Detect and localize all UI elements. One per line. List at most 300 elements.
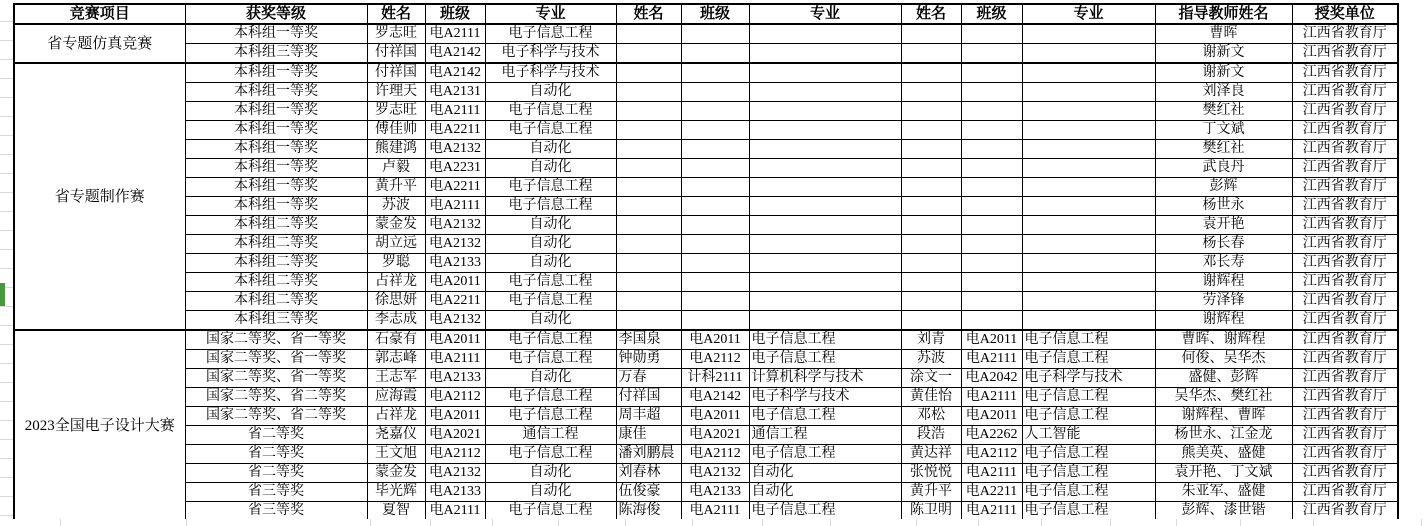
member1-class-cell[interactable]: 电A2142 (425, 44, 485, 64)
member3-class-cell[interactable]: 电A2112 (961, 445, 1022, 464)
member1-major-cell[interactable]: 自动化 (485, 311, 616, 331)
member2-major-cell[interactable]: 电子信息工程 (749, 350, 901, 369)
member1-name-cell[interactable]: 卢毅 (367, 159, 425, 178)
member3-class-cell[interactable] (961, 197, 1022, 216)
member3-class-cell[interactable] (961, 178, 1022, 197)
member3-name-cell[interactable] (901, 197, 961, 216)
member2-class-cell[interactable] (681, 235, 749, 254)
member2-name-cell[interactable] (616, 102, 681, 121)
member1-name-cell[interactable]: 占祥龙 (367, 273, 425, 292)
advisors-cell[interactable]: 杨长春 (1155, 235, 1292, 254)
member1-major-cell[interactable]: 自动化 (485, 464, 616, 483)
member1-major-cell[interactable]: 电子信息工程 (485, 502, 616, 522)
member2-class-cell[interactable] (681, 140, 749, 159)
advisors-cell[interactable]: 曹晖、谢辉程 (1155, 330, 1292, 350)
member2-class-cell[interactable]: 计科2111 (681, 369, 749, 388)
member1-class-cell[interactable]: 电A2111 (425, 24, 485, 44)
member1-name-cell[interactable]: 罗聪 (367, 254, 425, 273)
member3-major-cell[interactable] (1022, 311, 1155, 331)
award-unit-cell[interactable]: 江西省教育厅 (1292, 445, 1398, 464)
member2-major-cell[interactable]: 电子信息工程 (749, 330, 901, 350)
member2-name-cell[interactable]: 潘刘鹏晨 (616, 445, 681, 464)
member2-major-cell[interactable] (749, 121, 901, 140)
member3-class-cell[interactable]: 电A2042 (961, 369, 1022, 388)
member2-class-cell[interactable]: 电A2132 (681, 464, 749, 483)
member1-class-cell[interactable]: 电A2211 (425, 178, 485, 197)
member2-class-cell[interactable] (681, 273, 749, 292)
award-unit-cell[interactable]: 江西省教育厅 (1292, 83, 1398, 102)
member1-class-cell[interactable]: 电A2132 (425, 464, 485, 483)
member3-name-cell[interactable] (901, 311, 961, 331)
advisors-cell[interactable]: 谢新文 (1155, 63, 1292, 83)
award-unit-cell[interactable]: 江西省教育厅 (1292, 292, 1398, 311)
member2-name-cell[interactable] (616, 311, 681, 331)
member1-class-cell[interactable]: 电A2011 (425, 273, 485, 292)
member3-class-cell[interactable] (961, 159, 1022, 178)
member1-class-cell[interactable]: 电A2111 (425, 350, 485, 369)
advisors-cell[interactable]: 樊红社 (1155, 102, 1292, 121)
member3-class-cell[interactable] (961, 216, 1022, 235)
member1-name-cell[interactable]: 李志成 (367, 311, 425, 331)
member3-name-cell[interactable]: 陈卫明 (901, 502, 961, 522)
member2-name-cell[interactable]: 陈海俊 (616, 502, 681, 522)
advisors-cell[interactable]: 谢辉程 (1155, 273, 1292, 292)
award-level-cell[interactable]: 本科组二等奖 (185, 254, 367, 273)
advisors-cell[interactable]: 谢辉程、曹晖 (1155, 407, 1292, 426)
member2-major-cell[interactable] (749, 102, 901, 121)
award-unit-cell[interactable]: 江西省教育厅 (1292, 330, 1398, 350)
member2-class-cell[interactable]: 电A2133 (681, 483, 749, 502)
member1-class-cell[interactable]: 电A2011 (425, 407, 485, 426)
member1-name-cell[interactable]: 应海霞 (367, 388, 425, 407)
member2-major-cell[interactable]: 通信工程 (749, 426, 901, 445)
member2-name-cell[interactable] (616, 63, 681, 83)
advisors-cell[interactable]: 朱亚军、盛健 (1155, 483, 1292, 502)
col-header-major-3[interactable]: 专业 (1022, 4, 1155, 24)
member2-class-cell[interactable]: 电A2112 (681, 445, 749, 464)
member3-class-cell[interactable]: 电A2111 (961, 350, 1022, 369)
member2-name-cell[interactable] (616, 273, 681, 292)
advisors-cell[interactable]: 袁开艳 (1155, 216, 1292, 235)
member3-class-cell[interactable] (961, 83, 1022, 102)
advisors-cell[interactable]: 谢辉程 (1155, 311, 1292, 331)
member3-major-cell[interactable] (1022, 216, 1155, 235)
member3-name-cell[interactable]: 涂文一 (901, 369, 961, 388)
col-header-name-3[interactable]: 姓名 (901, 4, 961, 24)
member2-name-cell[interactable] (616, 159, 681, 178)
col-header-award-level[interactable]: 获奖等级 (185, 4, 367, 24)
member3-major-cell[interactable] (1022, 273, 1155, 292)
member3-name-cell[interactable] (901, 83, 961, 102)
member3-major-cell[interactable] (1022, 292, 1155, 311)
member2-class-cell[interactable] (681, 178, 749, 197)
member3-class-cell[interactable] (961, 24, 1022, 44)
member1-class-cell[interactable]: 电A2132 (425, 216, 485, 235)
member3-major-cell[interactable] (1022, 254, 1155, 273)
award-level-cell[interactable]: 国家二等奖、省一等奖 (185, 330, 367, 350)
member3-major-cell[interactable]: 电子信息工程 (1022, 445, 1155, 464)
member3-name-cell[interactable] (901, 102, 961, 121)
advisors-cell[interactable]: 袁开艳、丁文斌 (1155, 464, 1292, 483)
member2-name-cell[interactable]: 刘春林 (616, 464, 681, 483)
member3-name-cell[interactable] (901, 235, 961, 254)
member2-major-cell[interactable] (749, 216, 901, 235)
award-unit-cell[interactable]: 江西省教育厅 (1292, 235, 1398, 254)
member2-class-cell[interactable]: 电A2112 (681, 350, 749, 369)
member3-major-cell[interactable] (1022, 235, 1155, 254)
member2-name-cell[interactable] (616, 44, 681, 64)
member3-major-cell[interactable]: 电子信息工程 (1022, 464, 1155, 483)
member1-major-cell[interactable]: 电子信息工程 (485, 445, 616, 464)
member2-major-cell[interactable] (749, 159, 901, 178)
award-level-cell[interactable]: 本科组二等奖 (185, 292, 367, 311)
member1-name-cell[interactable]: 许理天 (367, 83, 425, 102)
award-level-cell[interactable]: 省二等奖 (185, 445, 367, 464)
member1-class-cell[interactable]: 电A2112 (425, 445, 485, 464)
member3-class-cell[interactable] (961, 254, 1022, 273)
member3-class-cell[interactable]: 电A2262 (961, 426, 1022, 445)
member1-name-cell[interactable]: 黄升平 (367, 178, 425, 197)
col-header-class-3[interactable]: 班级 (961, 4, 1022, 24)
member2-major-cell[interactable]: 计算机科学与技术 (749, 369, 901, 388)
award-unit-cell[interactable]: 江西省教育厅 (1292, 121, 1398, 140)
member2-name-cell[interactable]: 付祥国 (616, 388, 681, 407)
award-unit-cell[interactable]: 江西省教育厅 (1292, 216, 1398, 235)
member2-class-cell[interactable]: 电A2021 (681, 426, 749, 445)
member1-class-cell[interactable]: 电A2211 (425, 121, 485, 140)
member2-class-cell[interactable] (681, 292, 749, 311)
member1-major-cell[interactable]: 自动化 (485, 83, 616, 102)
member2-name-cell[interactable] (616, 178, 681, 197)
member3-class-cell[interactable]: 电A2111 (961, 388, 1022, 407)
member3-name-cell[interactable]: 黄佳怡 (901, 388, 961, 407)
member1-name-cell[interactable]: 蒙金发 (367, 464, 425, 483)
member3-name-cell[interactable]: 刘青 (901, 330, 961, 350)
member2-class-cell[interactable] (681, 311, 749, 331)
award-level-cell[interactable]: 省二等奖 (185, 464, 367, 483)
member1-major-cell[interactable]: 自动化 (485, 483, 616, 502)
member1-name-cell[interactable]: 郭志峰 (367, 350, 425, 369)
member3-major-cell[interactable] (1022, 24, 1155, 44)
award-unit-cell[interactable]: 江西省教育厅 (1292, 388, 1398, 407)
member2-major-cell[interactable]: 自动化 (749, 483, 901, 502)
member3-major-cell[interactable]: 电子信息工程 (1022, 350, 1155, 369)
member2-name-cell[interactable] (616, 216, 681, 235)
member3-major-cell[interactable]: 电子信息工程 (1022, 407, 1155, 426)
member2-class-cell[interactable] (681, 63, 749, 83)
member1-major-cell[interactable]: 自动化 (485, 235, 616, 254)
award-level-cell[interactable]: 本科组一等奖 (185, 102, 367, 121)
member2-class-cell[interactable] (681, 24, 749, 44)
award-level-cell[interactable]: 省三等奖 (185, 502, 367, 522)
member2-major-cell[interactable] (749, 197, 901, 216)
member3-class-cell[interactable]: 电A2111 (961, 502, 1022, 522)
advisors-cell[interactable]: 熊美英、盛健 (1155, 445, 1292, 464)
member1-name-cell[interactable]: 石豪有 (367, 330, 425, 350)
member2-class-cell[interactable]: 电A2011 (681, 330, 749, 350)
member1-name-cell[interactable]: 付祥国 (367, 63, 425, 83)
member1-major-cell[interactable]: 电子信息工程 (485, 24, 616, 44)
project-cell[interactable]: 省专题仿真竞赛 (14, 24, 185, 63)
member2-name-cell[interactable] (616, 24, 681, 44)
award-level-cell[interactable]: 国家二等奖、省一等奖 (185, 350, 367, 369)
member3-name-cell[interactable]: 段浩 (901, 426, 961, 445)
award-level-cell[interactable]: 省二等奖 (185, 426, 367, 445)
member1-major-cell[interactable]: 自动化 (485, 216, 616, 235)
member1-major-cell[interactable]: 自动化 (485, 254, 616, 273)
member2-major-cell[interactable] (749, 178, 901, 197)
award-unit-cell[interactable]: 江西省教育厅 (1292, 369, 1398, 388)
member2-name-cell[interactable]: 周丰超 (616, 407, 681, 426)
member1-class-cell[interactable]: 电A2131 (425, 83, 485, 102)
award-level-cell[interactable]: 国家二等奖、省二等奖 (185, 388, 367, 407)
member1-class-cell[interactable]: 电A2133 (425, 254, 485, 273)
member1-name-cell[interactable]: 苏波 (367, 197, 425, 216)
advisors-cell[interactable]: 盛健、彭辉 (1155, 369, 1292, 388)
member2-name-cell[interactable] (616, 235, 681, 254)
member1-class-cell[interactable]: 电A2111 (425, 102, 485, 121)
member1-major-cell[interactable]: 电子科学与技术 (485, 44, 616, 64)
member2-major-cell[interactable] (749, 83, 901, 102)
member1-major-cell[interactable]: 通信工程 (485, 426, 616, 445)
member1-name-cell[interactable]: 毕光辉 (367, 483, 425, 502)
member2-major-cell[interactable] (749, 63, 901, 83)
award-unit-cell[interactable]: 江西省教育厅 (1292, 197, 1398, 216)
advisors-cell[interactable]: 武良丹 (1155, 159, 1292, 178)
col-header-major-1[interactable]: 专业 (485, 4, 616, 24)
member1-class-cell[interactable]: 电A2132 (425, 311, 485, 331)
member3-name-cell[interactable] (901, 121, 961, 140)
award-level-cell[interactable]: 本科组二等奖 (185, 235, 367, 254)
member3-name-cell[interactable]: 邓松 (901, 407, 961, 426)
member1-name-cell[interactable]: 傅佳帅 (367, 121, 425, 140)
member1-class-cell[interactable]: 电A2133 (425, 483, 485, 502)
col-header-award-unit[interactable]: 授奖单位 (1292, 4, 1398, 24)
member1-class-cell[interactable]: 电A2111 (425, 502, 485, 522)
award-level-cell[interactable]: 本科组一等奖 (185, 63, 367, 83)
advisors-cell[interactable]: 劳泽锋 (1155, 292, 1292, 311)
member2-class-cell[interactable]: 电A2142 (681, 388, 749, 407)
award-unit-cell[interactable]: 江西省教育厅 (1292, 311, 1398, 331)
member1-major-cell[interactable]: 自动化 (485, 140, 616, 159)
member2-class-cell[interactable] (681, 102, 749, 121)
member3-name-cell[interactable]: 苏波 (901, 350, 961, 369)
member1-major-cell[interactable]: 自动化 (485, 159, 616, 178)
member1-name-cell[interactable]: 徐思妍 (367, 292, 425, 311)
member1-name-cell[interactable]: 王志军 (367, 369, 425, 388)
member1-class-cell[interactable]: 电A2132 (425, 235, 485, 254)
member1-major-cell[interactable]: 电子信息工程 (485, 273, 616, 292)
award-level-cell[interactable]: 本科组二等奖 (185, 273, 367, 292)
advisors-cell[interactable]: 邓长寿 (1155, 254, 1292, 273)
award-unit-cell[interactable]: 江西省教育厅 (1292, 102, 1398, 121)
member1-major-cell[interactable]: 电子信息工程 (485, 121, 616, 140)
col-header-name-1[interactable]: 姓名 (367, 4, 425, 24)
award-unit-cell[interactable]: 江西省教育厅 (1292, 426, 1398, 445)
member2-class-cell[interactable]: 电A2111 (681, 502, 749, 522)
member2-major-cell[interactable]: 电子信息工程 (749, 502, 901, 522)
project-cell[interactable]: 省专题制作赛 (14, 63, 185, 330)
member1-name-cell[interactable]: 王文旭 (367, 445, 425, 464)
member3-class-cell[interactable]: 电A2011 (961, 407, 1022, 426)
member3-class-cell[interactable] (961, 235, 1022, 254)
member2-name-cell[interactable] (616, 292, 681, 311)
member1-class-cell[interactable]: 电A2132 (425, 140, 485, 159)
member1-major-cell[interactable]: 电子信息工程 (485, 102, 616, 121)
member2-major-cell[interactable]: 电子信息工程 (749, 445, 901, 464)
member2-name-cell[interactable]: 伍俊豪 (616, 483, 681, 502)
member3-name-cell[interactable] (901, 254, 961, 273)
member2-class-cell[interactable] (681, 83, 749, 102)
col-header-name-2[interactable]: 姓名 (616, 4, 681, 24)
member3-major-cell[interactable] (1022, 63, 1155, 83)
member3-class-cell[interactable] (961, 44, 1022, 64)
award-level-cell[interactable]: 本科组一等奖 (185, 24, 367, 44)
award-level-cell[interactable]: 本科组二等奖 (185, 216, 367, 235)
member2-major-cell[interactable] (749, 235, 901, 254)
advisors-cell[interactable]: 杨世永 (1155, 197, 1292, 216)
award-level-cell[interactable]: 本科组一等奖 (185, 197, 367, 216)
member3-major-cell[interactable]: 电子信息工程 (1022, 330, 1155, 350)
member3-major-cell[interactable]: 电子科学与技术 (1022, 369, 1155, 388)
award-level-cell[interactable]: 省三等奖 (185, 483, 367, 502)
member2-major-cell[interactable] (749, 44, 901, 64)
member3-major-cell[interactable] (1022, 102, 1155, 121)
col-header-major-2[interactable]: 专业 (749, 4, 901, 24)
member1-class-cell[interactable]: 电A2111 (425, 197, 485, 216)
member3-class-cell[interactable] (961, 63, 1022, 83)
member1-major-cell[interactable]: 电子信息工程 (485, 330, 616, 350)
award-level-cell[interactable]: 国家二等奖、省二等奖 (185, 407, 367, 426)
member3-name-cell[interactable] (901, 292, 961, 311)
member1-class-cell[interactable]: 电A2142 (425, 63, 485, 83)
member1-name-cell[interactable]: 罗志旺 (367, 102, 425, 121)
col-header-advisors[interactable]: 指导教师姓名 (1155, 4, 1292, 24)
member1-class-cell[interactable]: 电A2231 (425, 159, 485, 178)
member1-name-cell[interactable]: 付祥国 (367, 44, 425, 64)
member3-name-cell[interactable]: 张悦悦 (901, 464, 961, 483)
advisors-cell[interactable]: 杨世永、江金龙 (1155, 426, 1292, 445)
member2-major-cell[interactable] (749, 292, 901, 311)
member1-name-cell[interactable]: 占祥龙 (367, 407, 425, 426)
member2-name-cell[interactable] (616, 83, 681, 102)
member1-class-cell[interactable]: 电A2133 (425, 369, 485, 388)
award-unit-cell[interactable]: 江西省教育厅 (1292, 483, 1398, 502)
member3-name-cell[interactable] (901, 24, 961, 44)
advisors-cell[interactable]: 何俊、吴华杰 (1155, 350, 1292, 369)
award-unit-cell[interactable]: 江西省教育厅 (1292, 407, 1398, 426)
advisors-cell[interactable]: 曹晖 (1155, 24, 1292, 44)
member1-class-cell[interactable]: 电A2021 (425, 426, 485, 445)
member3-major-cell[interactable]: 电子信息工程 (1022, 483, 1155, 502)
member3-major-cell[interactable] (1022, 83, 1155, 102)
award-unit-cell[interactable]: 江西省教育厅 (1292, 159, 1398, 178)
member2-name-cell[interactable]: 钟勋勇 (616, 350, 681, 369)
member2-name-cell[interactable]: 康佳 (616, 426, 681, 445)
award-level-cell[interactable]: 本科组一等奖 (185, 159, 367, 178)
advisors-cell[interactable]: 吴华杰、樊红社 (1155, 388, 1292, 407)
award-level-cell[interactable]: 本科组一等奖 (185, 83, 367, 102)
advisors-cell[interactable]: 彭辉 (1155, 178, 1292, 197)
advisors-cell[interactable]: 谢新文 (1155, 44, 1292, 64)
member2-major-cell[interactable] (749, 254, 901, 273)
member2-name-cell[interactable]: 李国泉 (616, 330, 681, 350)
member2-major-cell[interactable] (749, 273, 901, 292)
award-level-cell[interactable]: 国家二等奖、省一等奖 (185, 369, 367, 388)
member2-major-cell[interactable]: 电子科学与技术 (749, 388, 901, 407)
award-unit-cell[interactable]: 江西省教育厅 (1292, 254, 1398, 273)
member1-class-cell[interactable]: 电A2112 (425, 388, 485, 407)
member3-major-cell[interactable] (1022, 178, 1155, 197)
member3-name-cell[interactable] (901, 44, 961, 64)
advisors-cell[interactable]: 丁文斌 (1155, 121, 1292, 140)
col-header-project[interactable]: 竞赛项目 (14, 4, 185, 24)
member2-name-cell[interactable] (616, 197, 681, 216)
member1-name-cell[interactable]: 胡立远 (367, 235, 425, 254)
member2-class-cell[interactable]: 电A2011 (681, 407, 749, 426)
member2-name-cell[interactable] (616, 140, 681, 159)
award-unit-cell[interactable]: 江西省教育厅 (1292, 63, 1398, 83)
member1-name-cell[interactable]: 尧嘉仪 (367, 426, 425, 445)
member3-name-cell[interactable] (901, 159, 961, 178)
member2-class-cell[interactable] (681, 44, 749, 64)
member2-class-cell[interactable] (681, 254, 749, 273)
award-level-cell[interactable]: 本科组三等奖 (185, 44, 367, 64)
member3-major-cell[interactable] (1022, 140, 1155, 159)
member2-class-cell[interactable] (681, 159, 749, 178)
col-header-class-1[interactable]: 班级 (425, 4, 485, 24)
member2-major-cell[interactable] (749, 24, 901, 44)
member1-name-cell[interactable]: 蒙金发 (367, 216, 425, 235)
member3-name-cell[interactable] (901, 63, 961, 83)
member3-class-cell[interactable] (961, 273, 1022, 292)
member2-major-cell[interactable] (749, 311, 901, 331)
award-level-cell[interactable]: 本科组一等奖 (185, 178, 367, 197)
award-level-cell[interactable]: 本科组三等奖 (185, 311, 367, 331)
award-unit-cell[interactable]: 江西省教育厅 (1292, 502, 1398, 522)
member2-major-cell[interactable] (749, 140, 901, 159)
member1-class-cell[interactable]: 电A2211 (425, 292, 485, 311)
member3-name-cell[interactable] (901, 216, 961, 235)
award-level-cell[interactable]: 本科组一等奖 (185, 121, 367, 140)
member3-class-cell[interactable] (961, 140, 1022, 159)
member1-name-cell[interactable]: 夏智 (367, 502, 425, 522)
member1-major-cell[interactable]: 电子信息工程 (485, 197, 616, 216)
col-header-class-2[interactable]: 班级 (681, 4, 749, 24)
member1-major-cell[interactable]: 自动化 (485, 369, 616, 388)
member3-major-cell[interactable] (1022, 44, 1155, 64)
member3-class-cell[interactable]: 电A2111 (961, 464, 1022, 483)
member3-name-cell[interactable]: 黄达祥 (901, 445, 961, 464)
award-unit-cell[interactable]: 江西省教育厅 (1292, 24, 1398, 44)
member3-major-cell[interactable] (1022, 159, 1155, 178)
member2-name-cell[interactable] (616, 121, 681, 140)
member3-major-cell[interactable] (1022, 197, 1155, 216)
member3-name-cell[interactable] (901, 273, 961, 292)
member1-class-cell[interactable]: 电A2011 (425, 330, 485, 350)
award-unit-cell[interactable]: 江西省教育厅 (1292, 44, 1398, 64)
member3-major-cell[interactable]: 人工智能 (1022, 426, 1155, 445)
member3-class-cell[interactable]: 电A2011 (961, 330, 1022, 350)
member2-class-cell[interactable] (681, 197, 749, 216)
award-unit-cell[interactable]: 江西省教育厅 (1292, 464, 1398, 483)
member3-class-cell[interactable] (961, 121, 1022, 140)
award-level-cell[interactable]: 本科组一等奖 (185, 140, 367, 159)
member3-class-cell[interactable] (961, 311, 1022, 331)
member3-class-cell[interactable] (961, 102, 1022, 121)
award-unit-cell[interactable]: 江西省教育厅 (1292, 273, 1398, 292)
award-unit-cell[interactable]: 江西省教育厅 (1292, 140, 1398, 159)
